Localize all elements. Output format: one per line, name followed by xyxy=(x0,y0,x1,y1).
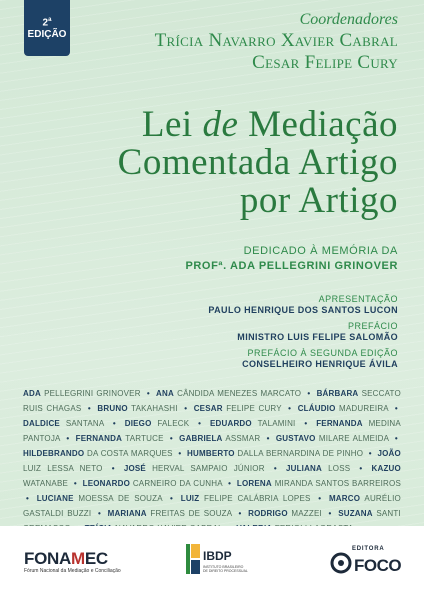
author-first-name: CLÁUDIO xyxy=(297,404,336,413)
bullet-separator: • xyxy=(304,419,308,428)
author-first-name: MARIANA xyxy=(107,509,147,518)
author-rest-name: ASSMAR xyxy=(225,434,261,443)
fonamec-wordmark: FONAMEC xyxy=(24,549,108,568)
author-item xyxy=(108,509,232,518)
author-first-name: JOSÉ xyxy=(123,464,146,473)
author-rest-name: FELIPE CURY xyxy=(226,404,282,413)
author-first-name: LORENA xyxy=(236,479,272,488)
foco-circle-icon xyxy=(330,552,352,574)
author-rest-name: FELIPE CALÁBRIA LOPES xyxy=(204,494,311,503)
bullet-separator: • xyxy=(328,509,332,518)
ibdp-mark-icon xyxy=(186,544,200,574)
author-rest-name: CÂNDIDA MENEZES MARCATO xyxy=(177,389,302,398)
author-item xyxy=(124,464,265,473)
author-first-name: LUCIANE xyxy=(36,494,74,503)
ibdp-subtitle: INSTITUTO BRASILEIRO DE DIREITO PROCESSUAL xyxy=(203,565,248,573)
author-item xyxy=(194,404,282,413)
bullet-separator: • xyxy=(73,479,77,488)
author-rest-name: TAKAHASHI xyxy=(131,404,178,413)
bullet-separator: • xyxy=(66,434,70,443)
title-text: Mediação xyxy=(238,104,398,145)
bullet-separator: • xyxy=(307,389,311,398)
author-first-name: BRUNO xyxy=(97,404,128,413)
dedication xyxy=(185,244,398,274)
author-first-name: JOÃO xyxy=(377,449,401,458)
bullet-separator: • xyxy=(288,404,292,413)
fonamec-subtitle: Fórum Nacional da Mediação e Conciliação xyxy=(24,568,121,574)
bullet-separator: • xyxy=(394,434,398,443)
credit-person: PAULO HENRIQUE DOS SANTOS LUCON xyxy=(208,305,398,315)
dedication-line-2: PROFª. ADA PELLEGRINI GRINOVER xyxy=(185,260,398,272)
author-first-name: CESAR xyxy=(193,404,223,413)
author-first-name: MARCO xyxy=(328,494,361,503)
bullet-separator: • xyxy=(318,494,322,503)
author-rest-name: WATANABE xyxy=(23,479,69,488)
bullet-separator: • xyxy=(238,509,242,518)
author-first-name: HUMBERTO xyxy=(187,449,235,458)
author-first-name: KAZUO xyxy=(371,464,401,473)
coordinators-block xyxy=(155,10,398,74)
author-first-name: FERNANDA xyxy=(316,419,363,428)
author-item xyxy=(248,509,322,518)
author-item xyxy=(76,434,164,443)
credits-block xyxy=(208,294,398,375)
author-item xyxy=(23,449,173,458)
author-first-name: HILDEBRANDO xyxy=(23,449,85,458)
foco-label: EDITORA xyxy=(352,546,385,552)
bullet-separator: • xyxy=(273,464,277,473)
author-first-name: SUZANA xyxy=(338,509,373,518)
coordinators-label: Coordenadores xyxy=(299,11,398,28)
author-item xyxy=(286,464,350,473)
foco-name: FOCO xyxy=(354,556,402,575)
author-item xyxy=(125,419,190,428)
author-item xyxy=(237,479,401,488)
author-rest-name: SANTANA xyxy=(65,419,104,428)
credit-person: MINISTRO LUIS FELIPE SALOMÃO xyxy=(237,332,398,342)
credit-person: CONSELHEIRO HENRIQUE ÁVILA xyxy=(242,359,398,369)
book-title xyxy=(118,106,398,220)
author-item xyxy=(181,494,311,503)
author-rest-name: LUIZ LESSA NETO xyxy=(23,464,103,473)
author-first-name: EDUARDO xyxy=(209,419,252,428)
bullet-separator: • xyxy=(112,419,116,428)
fonamec-logo xyxy=(24,550,122,575)
credit-role: PREFÁCIO À SEGUNDA EDIÇÃO xyxy=(247,348,398,358)
bullet-separator: • xyxy=(87,404,91,413)
author-rest-name: SANTI xyxy=(376,509,401,518)
credit-role: APRESENTAÇÃO xyxy=(318,294,398,304)
author-first-name: RODRIGO xyxy=(248,509,288,518)
author-rest-name: MILARE ALMEIDA xyxy=(318,434,389,443)
author-item xyxy=(23,389,141,398)
coordinator-name: Trícia Navarro Xavier Cabral xyxy=(154,30,398,51)
edition-number: 2 xyxy=(42,17,49,29)
authors-list xyxy=(23,386,401,536)
author-item xyxy=(97,404,177,413)
dedication-line-1: DEDICADO À MEMÓRIA DA xyxy=(243,245,398,257)
author-rest-name: LOSS xyxy=(328,464,351,473)
author-item xyxy=(23,419,104,428)
title-line-2: Comentada Artigo xyxy=(117,142,398,183)
author-rest-name: MAZZEI xyxy=(291,509,322,518)
author-item xyxy=(37,494,163,503)
bullet-separator: • xyxy=(228,479,232,488)
bullet-separator: • xyxy=(266,434,270,443)
bullet-separator: • xyxy=(26,494,30,503)
author-rest-name: DALLA BERNARDINA DE PINHO xyxy=(237,449,364,458)
author-item xyxy=(179,434,260,443)
author-rest-name: SECCATO RUIS CHAGAS xyxy=(23,389,401,413)
author-first-name: ANA xyxy=(156,389,174,398)
bullet-separator: • xyxy=(97,509,101,518)
ibdp-name: IBDP xyxy=(203,549,232,563)
title-italic: de xyxy=(202,104,239,145)
author-item xyxy=(83,479,223,488)
bullet-separator: • xyxy=(146,389,150,398)
bullet-separator: • xyxy=(359,464,363,473)
author-rest-name: FALECK xyxy=(157,419,190,428)
author-first-name: FERNANDA xyxy=(75,434,123,443)
author-first-name: ADA xyxy=(23,389,41,398)
author-first-name: GABRIELA xyxy=(179,434,223,443)
author-first-name: DIEGO xyxy=(124,419,152,428)
bullet-separator: • xyxy=(184,404,188,413)
credit-role: PREFÁCIO xyxy=(347,321,398,331)
title-line-1 xyxy=(118,106,398,144)
author-first-name: BÁRBARA xyxy=(316,389,359,398)
author-item xyxy=(156,389,301,398)
bullet-separator: • xyxy=(394,404,398,413)
bullet-separator: • xyxy=(111,464,115,473)
author-rest-name: MIRANDA SANTOS BARREIROS xyxy=(274,479,401,488)
edition-badge xyxy=(24,0,70,56)
title-text: Lei xyxy=(141,104,203,145)
bullet-separator: • xyxy=(198,419,202,428)
author-first-name: LUIZ xyxy=(180,494,200,503)
edition-label: EDIÇÃO xyxy=(27,29,67,41)
author-rest-name: AURÉLIO GASTALDI BUZZI xyxy=(23,494,401,518)
author-item xyxy=(298,404,389,413)
author-first-name: GUSTAVO xyxy=(275,434,316,443)
bullet-separator: • xyxy=(170,494,174,503)
author-first-name: LEONARDO xyxy=(82,479,131,488)
author-rest-name: DA COSTA MARQUES xyxy=(86,449,173,458)
coordinator-name: Cesar Felipe Cury xyxy=(252,52,398,73)
author-rest-name: PELLEGRINI GRINOVER xyxy=(44,389,141,398)
author-first-name: JULIANA xyxy=(285,464,323,473)
author-rest-name: MEDINA PANTOJA xyxy=(23,419,401,443)
author-rest-name: CARNEIRO DA CUNHA xyxy=(132,479,223,488)
author-rest-name: TARTUCE xyxy=(125,434,164,443)
publisher-footer xyxy=(0,526,424,599)
bullet-separator: • xyxy=(178,449,182,458)
author-item xyxy=(276,434,389,443)
title-line-3: por Artigo xyxy=(239,180,398,221)
bullet-separator: • xyxy=(169,434,173,443)
author-item xyxy=(187,449,363,458)
author-item xyxy=(210,419,295,428)
bullet-separator: • xyxy=(368,449,372,458)
author-rest-name: MOESSA DE SOUZA xyxy=(78,494,163,503)
author-rest-name: MADUREIRA xyxy=(339,404,389,413)
author-first-name: DALDICE xyxy=(23,419,60,428)
edition-sup: a xyxy=(48,17,52,23)
author-rest-name: FREITAS DE SOUZA xyxy=(150,509,232,518)
author-rest-name: HERVAL SAMPAIO JÚNIOR xyxy=(152,464,265,473)
author-rest-name: TALAMINI xyxy=(257,419,296,428)
foco-logo xyxy=(326,546,402,580)
